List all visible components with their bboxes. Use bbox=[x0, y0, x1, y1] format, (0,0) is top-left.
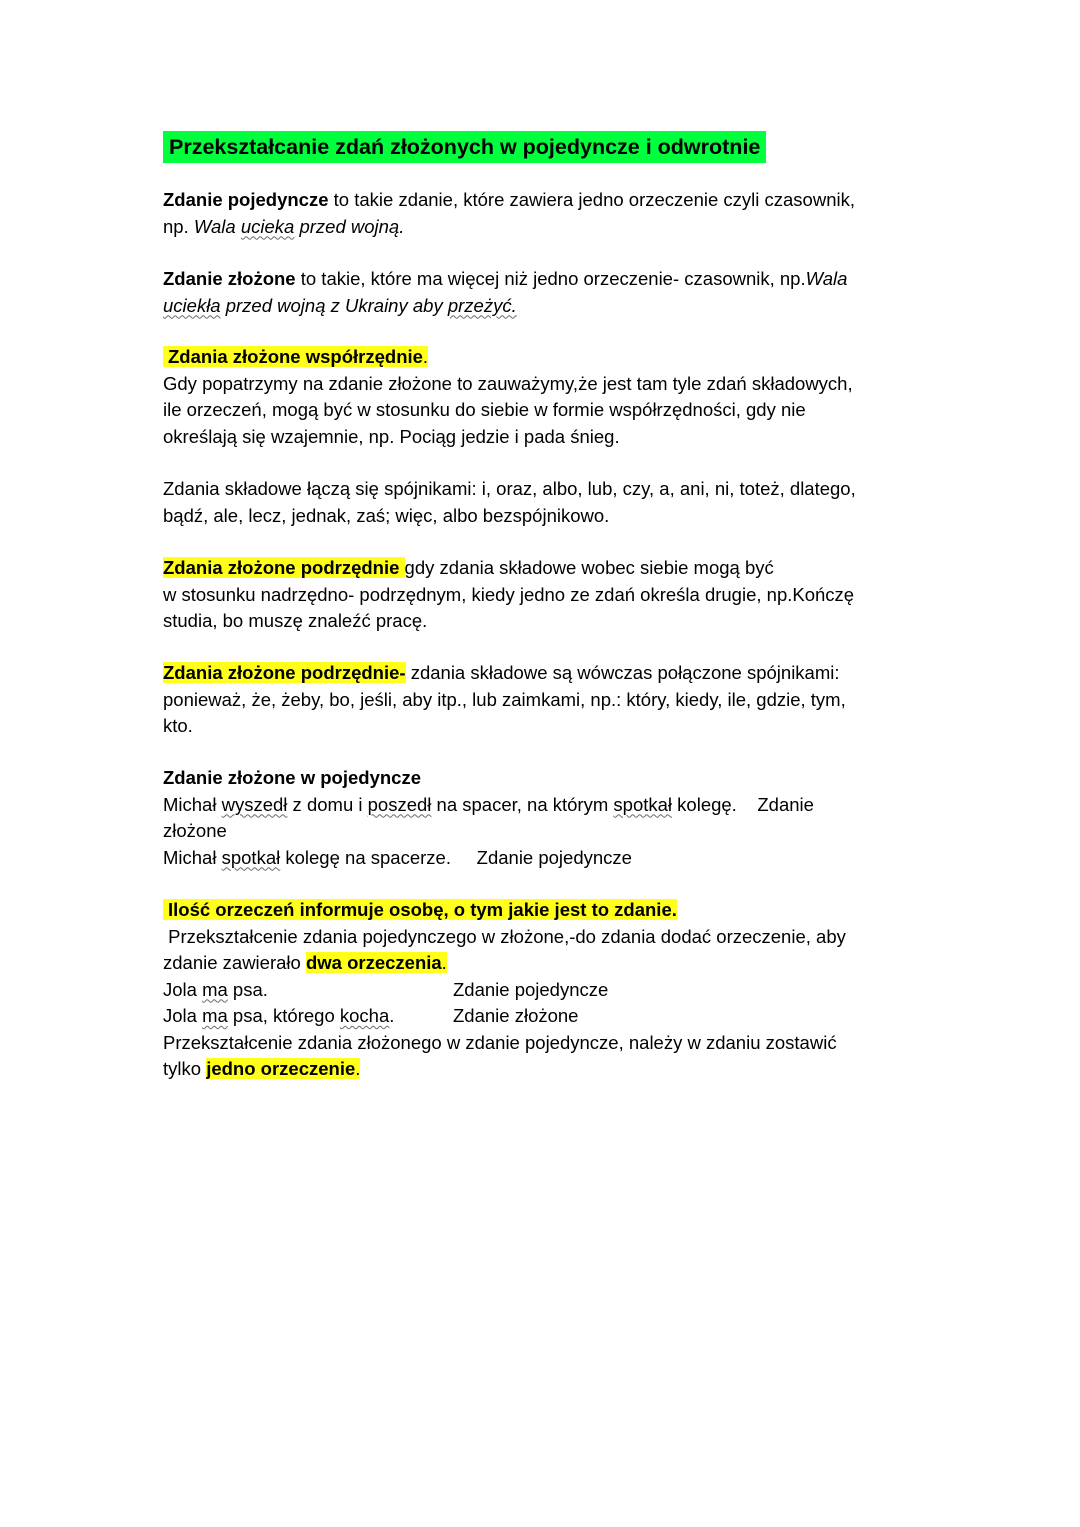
section-predicate-count: Ilość orzeczeń informuje osobę, o tym jakie jest to zdanie. Przekształcenie zdania pojedynczego w złożone,-do zdania dodać orzeczenie, aby zdanie zawierało dwa orzeczenia. Jola ma psa. Zdanie pojedyncze Jola ma psa, którego kocha. Zdanie złożone Przekształcenie zdania złożonego w zdanie pojedyncze, należy w zdaniu zostawić tylko jedno orzeczenie. bbox=[163, 899, 846, 1079]
definition-simple-sentence: Zdanie pojedyncze to takie zdanie, które zawiera jedno orzeczenie czyli czasownik, np. Wala ucieka przed wojną. bbox=[163, 189, 855, 237]
predicate-underline: kocha bbox=[339, 1005, 390, 1026]
predicate-underline: uciekła bbox=[163, 294, 221, 316]
heading-predicate-count: Ilość orzeczeń informuje osobę, o tym jakie jest to zdanie. bbox=[163, 899, 677, 920]
predicate-underline: wyszedł bbox=[221, 793, 288, 815]
term-complex-sentence: Zdanie złożone bbox=[163, 268, 296, 289]
page-title: Przekształcanie zdań złożonych w pojedyncze i odwrotnie bbox=[163, 131, 766, 163]
highlight-one-predicate: jedno orzeczenie bbox=[206, 1058, 356, 1079]
predicate-underline: ma bbox=[202, 978, 228, 1000]
example-label: Zdanie złożone bbox=[453, 1005, 579, 1026]
term-simple-sentence: Zdanie pojedyncze bbox=[163, 189, 329, 210]
predicate-underline: spotkał bbox=[613, 793, 673, 815]
predicate-underline: ucieka bbox=[240, 215, 295, 237]
example-label: Zdanie pojedyncze bbox=[453, 978, 609, 1000]
heading-subordinate: Zdania złożone podrzędnie bbox=[163, 557, 405, 578]
highlight-two-predicates: dwa orzeczenia bbox=[305, 952, 442, 973]
definition-complex-sentence: Zdanie złożone to takie, które ma więcej niż jedno orzeczenie- czasownik, np.Wala uciekła przed wojną z Ukrainy aby przeżyć. bbox=[163, 268, 848, 316]
predicate-underline: spotkał bbox=[221, 846, 281, 868]
section-subordinate-sentences: Zdania złożone podrzędnie gdy zdania składowe wobec siebie mogą być w stosunku nadrzędno- podrzędnym, kiedy jedno ze zdań określa drugie, np.Kończę studia, bo muszę znaleźć pracę. bbox=[163, 557, 855, 631]
predicate-underline: ma bbox=[202, 1005, 228, 1026]
predicate-underline: poszedł bbox=[367, 793, 432, 815]
section-subordinate-connectors: Zdania złożone podrzędnie- zdania składowe są wówczas połączone spójnikami: ponieważ, że, żeby, bo, jeśli, aby itp., lub zaimkami, np.: który, kiedy, ile, gdzie, tym, kto. bbox=[163, 662, 846, 736]
predicate-underline: przeżyć. bbox=[447, 294, 517, 316]
conjunctions-paragraph: Zdania składowe łączą się spójnikami: i, oraz, albo, lub, czy, a, ani, ni, toteż, dlatego, bądź, ale, lecz, jednak, zaś; więc, albo bezspójnikowo. bbox=[163, 478, 856, 526]
heading-subordinate-connectors: Zdania złożone podrzędnie- bbox=[163, 662, 406, 683]
heading-complex-to-simple: Zdanie złożone w pojedyncze bbox=[163, 767, 422, 788]
heading-coordinate: Zdania złożone współrzędnie bbox=[163, 346, 423, 367]
section-complex-to-simple: Zdanie złożone w pojedyncze Michał wyszedł z domu i poszedł na spacer, na którym spotkał kolegę. Zdanie złożone Michał spotkał kolegę na spacerze. Zdanie pojedyncze bbox=[163, 765, 923, 871]
section-coordinate-sentences: Zdania złożone współrzędnie. Gdy popatrzymy na zdanie złożone to zauważymy,że jest tam tyle zdań składowych, ile orzeczeń, mogą być w stosunku do siebie w formie współrzędności, gdy nie określają się wzajemnie, np. Pociąg jedzie i pada śnieg. bbox=[163, 346, 853, 447]
